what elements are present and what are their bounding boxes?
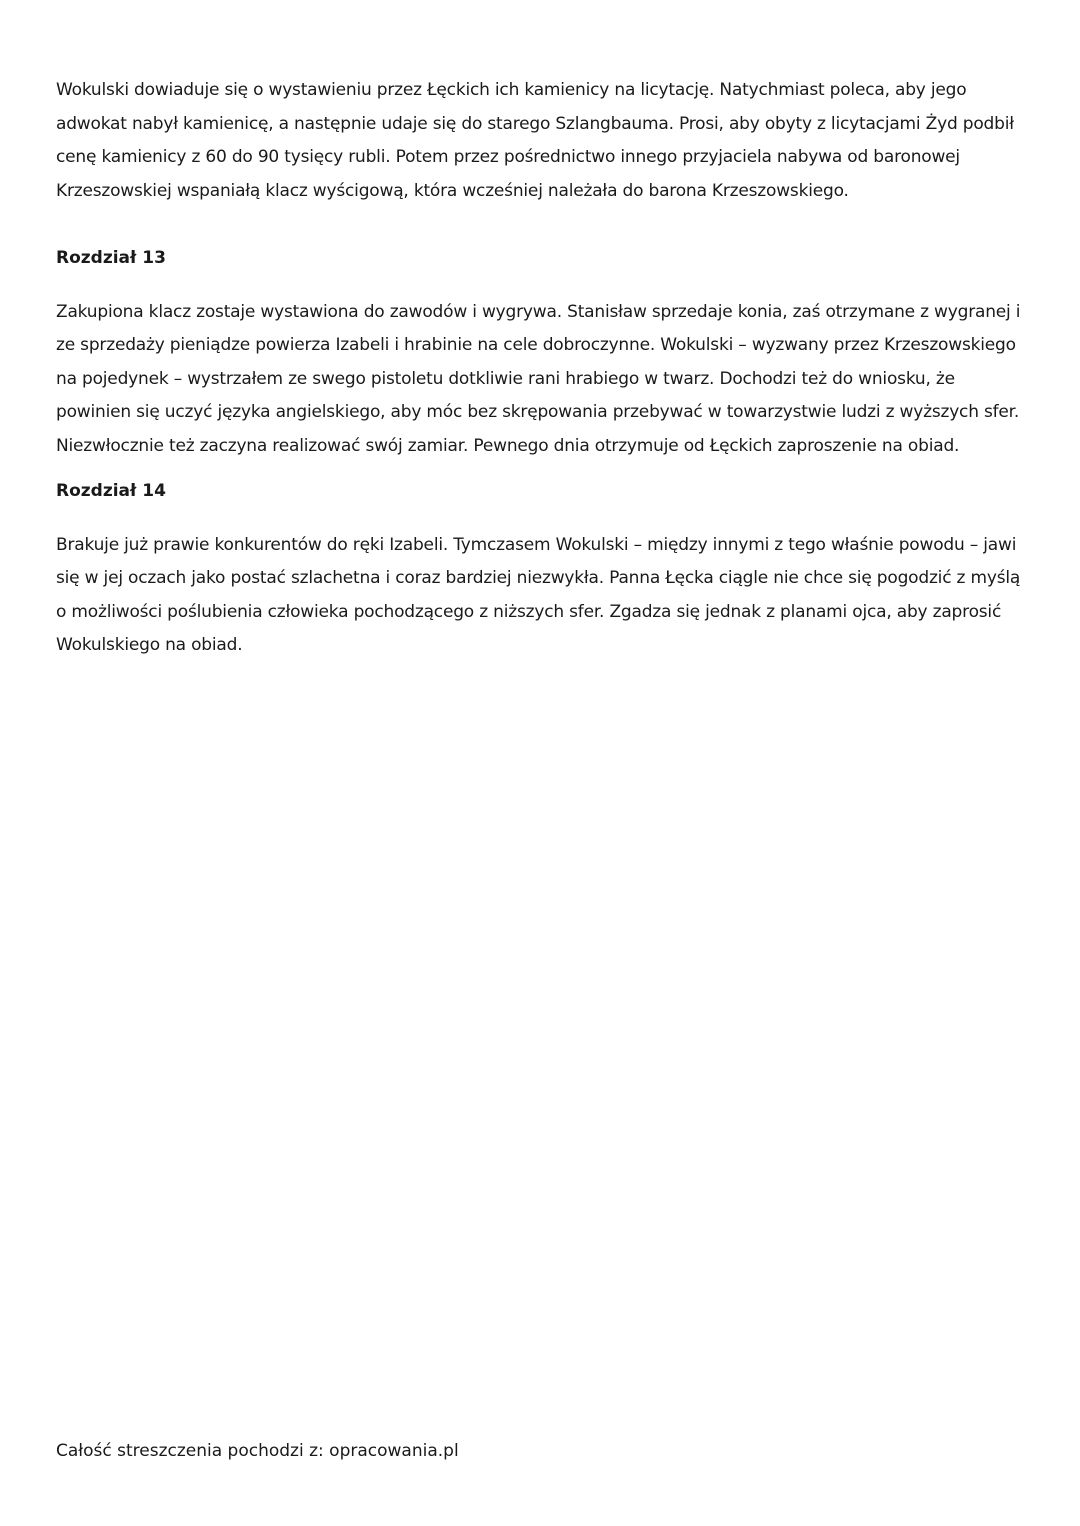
section-heading-14: Rozdział 14 [56,481,166,501]
section-heading-13: Rozdział 13 [56,248,166,268]
section-text-14: Brakuje już prawie konkurentów do ręki Izabeli. Tymczasem Wokulski – między innymi z tego właśnie powodu – jawi się w jej oczach jako postać szlachetna i coraz bardziej niezwykła. Panna Łęcka ciągle nie chce się pogodzić z myślą o możliwości poślubienia człowieka pochodzącego z niższych sfer. Zgadza się jednak z planami ojca, aby zaprosić Wokulskiego na obiad. [56,534,1021,655]
source-footer: Całość streszczenia pochodzi z: opracowania.pl [56,1441,459,1461]
intro-paragraph: Wokulski dowiaduje się o wystawieniu przez Łęckich ich kamienicy na licytację. Natychmiast poleca, aby jego adwokat nabył kamienicę, a następnie udaje się do starego Szlangbauma. Prosi, aby obyty z licytacjami Żyd podbił cenę kamienicy z 60 do 90 tysięcy rubli. Potem przez pośrednictwo innego przyjaciela nabywa od baronowej Krzeszowskiej wspaniałą klacz wyścigową, która wcześniej należała do barona Krzeszowskiego. [56,80,1014,201]
section-text-13: Zakupiona klacz zostaje wystawiona do zawodów i wygrywa. Stanisław sprzedaje konia, zaś otrzymane z wygranej i ze sprzedaży pieniądze powierza Izabeli i hrabinie na cele dobroczynne. Wokulski – wyzwany przez Krzeszowskiego na pojedynek – wystrzałem ze swego pistoletu dotkliwie rani hrabiego w twarz. Dochodzi też do wniosku, że powinien się uczyć języka angielskiego, aby móc bez skrępowania przebywać w towarzystwie ludzi z wyższych sfer. Niezwłocznie też zaczyna realizować swój zamiar. Pewnego dnia otrzymuje od Łęckich zaproszenie na obiad. [56,301,1021,456]
document-body [56,74,1028,663]
